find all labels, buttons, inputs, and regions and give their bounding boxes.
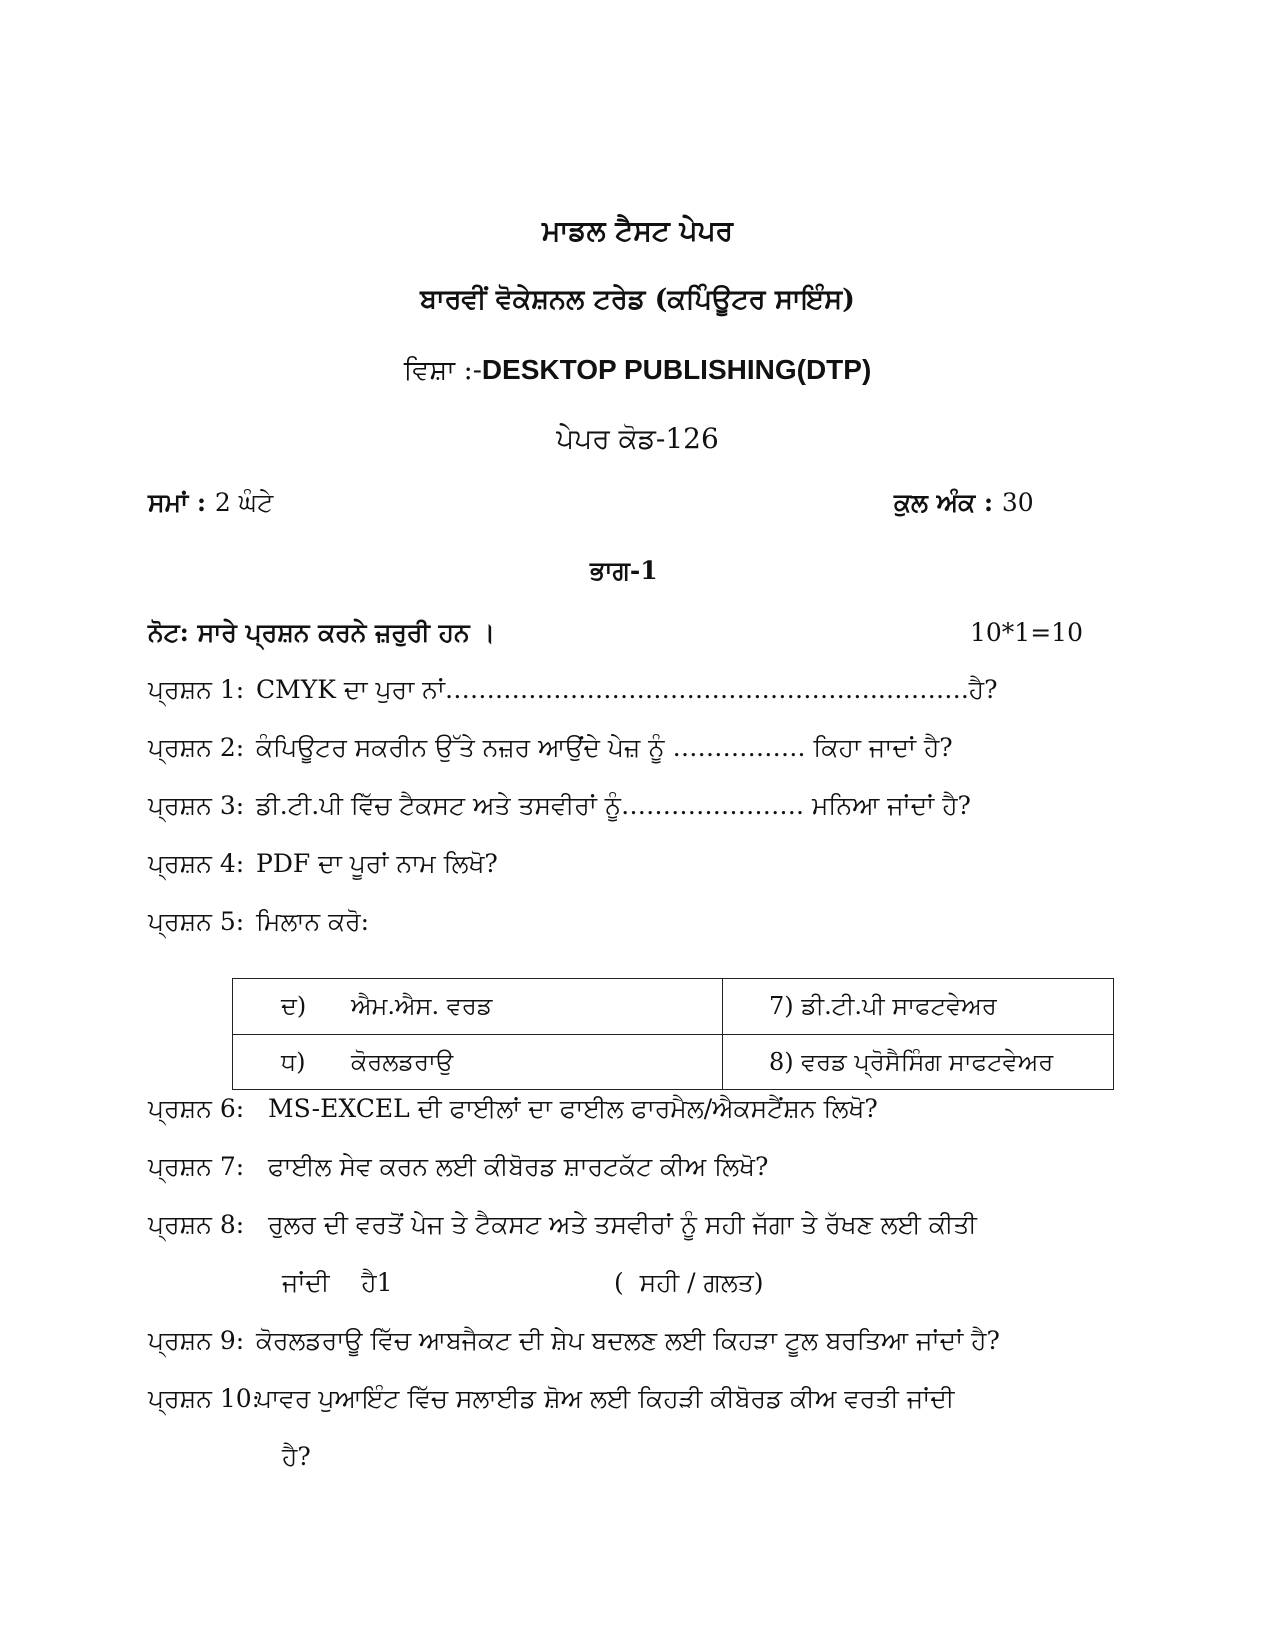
- question-8-continuation: ਜਾਂਦੀ ਹੈ1: [282, 1268, 393, 1297]
- question-label: ਪ੍ਰਸ਼ਨ 7:: [148, 1152, 245, 1181]
- match-letter: ਦ): [281, 992, 307, 1021]
- question-text: ਫਾਈਲ ਸੇਵ ਕਰਨ ਲਈ ਕੀਬੋਰਡ ਸ਼ਾਰਟਕੱਟ ਕੀਅ ਲਿਖੋ?: [268, 1152, 769, 1181]
- question-3: [148, 791, 971, 821]
- question-8-options: ( ਸਹੀ / ਗਲਤ): [614, 1268, 764, 1297]
- match-right-cell: 8) ਵਰਡ ਪ੍ਰੋਸੈਸਿੰਗ ਸਾਫਟਵੇਅਰ: [723, 1034, 1114, 1090]
- question-6: [148, 1094, 878, 1124]
- paper-subtitle: ਬਾਰਵੀਂ ਵੋਕੇਸ਼ਨਲ ਟਰੇਡ (ਕਪਿੰਊਟਰ ਸਾਇੰਸ): [420, 284, 855, 315]
- question-10: [148, 1384, 954, 1414]
- question-label: ਪ੍ਰਸ਼ਨ 4:: [148, 849, 245, 878]
- match-left-text: ਐਮ.ਐਸ. ਵਰਡ: [351, 992, 493, 1021]
- match-left-text: ਕੋਰਲਡਰਾਉ: [351, 1047, 454, 1076]
- question-text: ਕੋਰਲਡਰਾਊ ਵਿੱਚ ਆਬਜੈਕਟ ਦੀ ਸ਼ੇਪ ਬਦਲਣ ਲਈ ਕਿਹੜਾ ਟੂਲ ਬਰਤਿਆ ਜਾਂਦਾਂ ਹੈ?: [256, 1326, 1000, 1355]
- marks-info: [894, 488, 1034, 518]
- question-text: ਰੁਲਰ ਦੀ ਵਰਤੋਂ ਪੇਜ ਤੇ ਟੈਕਸਟ ਅਤੇ ਤਸਵੀਰਾਂ ਨੂੰ ਸਹੀ ਜੱਗਾ ਤੇ ਰੱਖਣ ਲਈ ਕੀਤੀ: [268, 1210, 977, 1239]
- marks-value: 30: [1001, 488, 1034, 517]
- question-label: ਪ੍ਰਸ਼ਨ 9:: [148, 1326, 245, 1355]
- question-9: [148, 1326, 1000, 1356]
- paper-code: ਪੇਪਰ ਕੋਡ-126: [556, 422, 719, 455]
- subject-label: ਵਿਸ਼ਾ :-: [403, 355, 482, 386]
- match-row: [233, 1034, 1114, 1090]
- question-label: ਪ੍ਰਸ਼ਨ 3:: [148, 791, 245, 820]
- question-text: ਪਾਵਰ ਪੁਆਇੰਟ ਵਿੱਚ ਸਲਾਈਡ ਸ਼ੋਅ ਲਈ ਕਿਹੜੀ ਕੀਬੋਰਡ ਕੀਅ ਵਰਤੀ ਜਾਂਦੀ: [256, 1384, 955, 1413]
- match-letter: ਧ): [281, 1047, 306, 1076]
- match-right-cell: 7) ਡੀ.ਟੀ.ਪੀ ਸਾਫਟਵੇਅਰ: [723, 979, 1114, 1035]
- question-label: ਪ੍ਰਸ਼ਨ 1:: [148, 675, 245, 704]
- time-label: ਸਮਾਂ :: [148, 488, 207, 517]
- time-value: 2 ਘੰਟੇ: [214, 488, 274, 517]
- section-title: ਭਾਗ-1: [590, 556, 658, 585]
- match-left-cell: [233, 979, 723, 1035]
- question-text: ਮਿਲਾਨ ਕਰੋ:: [256, 907, 370, 936]
- subject-line: [0, 354, 1275, 387]
- question-text: PDF ਦਾ ਪੂਰਾਂ ਨਾਮ ਲਿਖੋ?: [256, 849, 498, 878]
- match-row: [233, 979, 1114, 1035]
- time-info: [148, 488, 273, 518]
- section-note: ਨੋਟ: ਸਾਰੇ ਪ੍ਰਸ਼ਨ ਕਰਨੇ ਜ਼ਰੁਰੀ ਹਨ ।: [148, 618, 496, 647]
- question-text: ਡੀ.ਟੀ.ਪੀ ਵਿੱਚ ਟੈਕਸਟ ਅਤੇ ਤਸਵੀਰਾਂ ਨੂੰ…………………. ਮਨਿਆ ਜਾਂਦਾਂ ਹੈ?: [256, 791, 971, 820]
- marks-label: ਕੁਲ ਅੰਕ :: [894, 488, 994, 517]
- section-scoring: 10*1=10: [970, 618, 1083, 647]
- question-label: ਪ੍ਰਸ਼ਨ 8:: [148, 1210, 245, 1239]
- question-label: ਪ੍ਰਸ਼ਨ 5:: [148, 907, 245, 936]
- question-text: ਕੰਪਿਊਟਰ ਸਕਰੀਨ ਉੱਤੇ ਨਜ਼ਰ ਆਉਂਦੇ ਪੇਜ਼ ਨੂੰ ……………. ਕਿਹਾ ਜਾਦਾਂ ਹੈ?: [256, 733, 953, 762]
- question-text: CMYK ਦਾ ਪੁਰਾ ਨਾਂ……………………………………………..……….ਹੈ?: [256, 675, 998, 704]
- question-label: ਪ੍ਰਸ਼ਨ 10:: [148, 1384, 261, 1413]
- match-left-cell: [233, 1034, 723, 1090]
- question-8: [148, 1210, 977, 1240]
- question-2: [148, 733, 953, 763]
- paper-title: ਮਾਡਲ ਟੈਸਟ ਪੇਪਰ: [541, 214, 734, 247]
- question-1: [148, 675, 998, 705]
- question-text: MS-EXCEL ਦੀ ਫਾਈਲਾਂ ਦਾ ਫਾਈਲ ਫਾਰਮੈਲ/ਐਕਸਟੈਂਸ਼ਨ ਲਿਖੋ?: [268, 1094, 878, 1123]
- question-5: [148, 907, 369, 937]
- match-table: [232, 978, 1114, 1090]
- subject-value: DESKTOP PUBLISHING(DTP): [481, 354, 872, 385]
- question-label: ਪ੍ਰਸ਼ਨ 2:: [148, 733, 245, 762]
- question-10-continuation: ਹੈ?: [282, 1442, 311, 1471]
- question-label: ਪ੍ਰਸ਼ਨ 6:: [148, 1094, 245, 1123]
- question-4: [148, 849, 498, 879]
- question-7: [148, 1152, 768, 1182]
